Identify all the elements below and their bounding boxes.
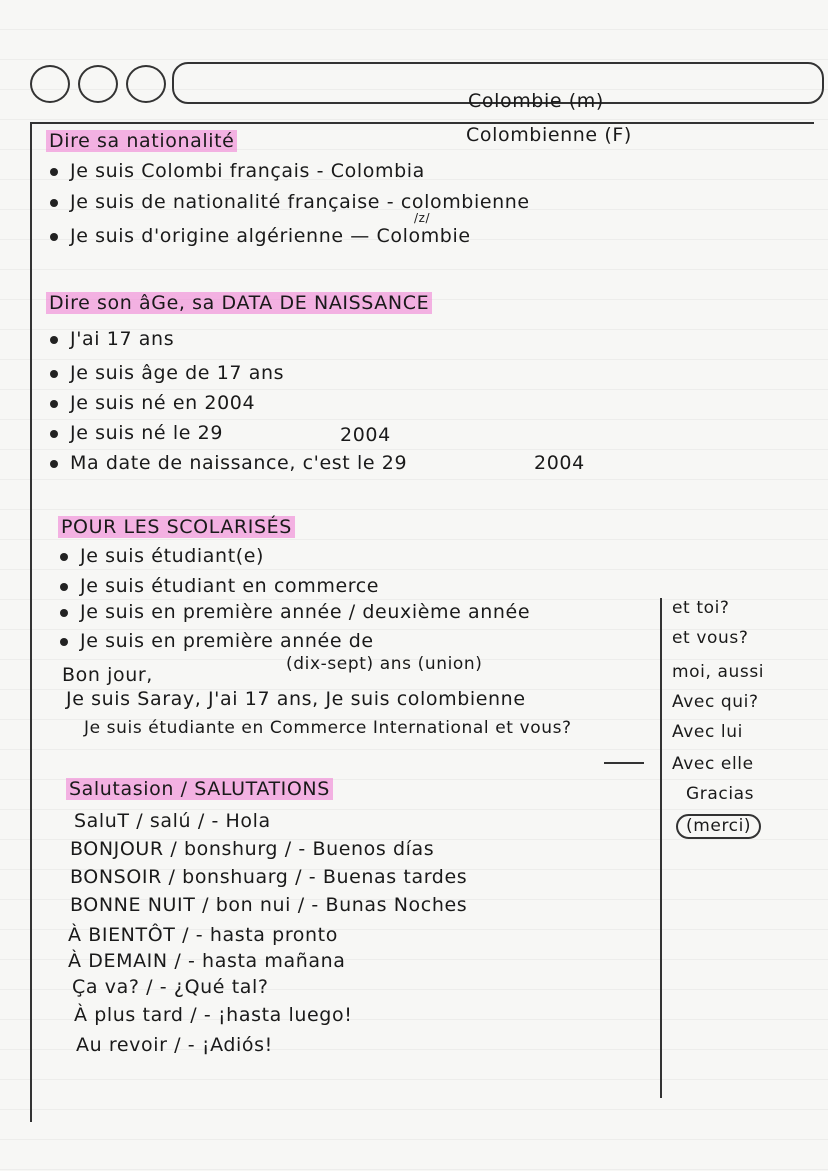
ring-circle-3 bbox=[126, 65, 166, 103]
age-year-1: 2004 bbox=[340, 424, 391, 446]
sidebar-item-4: Avec lui bbox=[672, 722, 743, 742]
bullet-icon bbox=[50, 400, 58, 408]
nationality-title: Dire sa nationalité bbox=[46, 130, 237, 152]
bullet-icon bbox=[60, 609, 68, 617]
bullet-icon bbox=[50, 168, 58, 176]
greeting-line-7: À plus tard / - ¡hasta luego! bbox=[74, 1004, 353, 1026]
sidebar-dash bbox=[604, 762, 644, 764]
nationality-line-2: Je suis de nationalité française - colombienne bbox=[50, 193, 530, 212]
greeting-line-6: Ça va? / - ¿Qué tal? bbox=[72, 976, 269, 998]
bullet-icon bbox=[50, 460, 58, 468]
section-title-age bbox=[46, 294, 432, 313]
sidebar-item-3: Avec qui? bbox=[672, 692, 759, 712]
section-title-greetings bbox=[66, 780, 333, 799]
greetings-title: Salutasion / SALUTATIONS bbox=[66, 778, 333, 800]
school-title: POUR LES SCOLARISÉS bbox=[58, 516, 295, 538]
nationality-line-3: Je suis d'origine algérienne — Colombie bbox=[50, 227, 471, 246]
bullet-icon bbox=[60, 583, 68, 591]
school-line-4: Je suis en première année de bbox=[60, 632, 374, 651]
bullet-icon bbox=[50, 233, 58, 241]
bullet-icon bbox=[50, 430, 58, 438]
school-intro-1: Bon jour, bbox=[62, 664, 153, 686]
greeting-line-5: À DEMAIN / - hasta mañana bbox=[68, 950, 346, 972]
school-line-1: Je suis étudiant(e) bbox=[60, 547, 264, 566]
bullet-icon bbox=[50, 336, 58, 344]
greeting-line-8: Au revoir / - ¡Adiós! bbox=[76, 1034, 273, 1056]
age-title: Dire son âGe, sa DATA DE NAISSANCE bbox=[46, 292, 432, 314]
greeting-line-0: SaluT / salú / - Hola bbox=[74, 810, 271, 832]
greeting-line-1: BONJOUR / bonshurg / - Buenos días bbox=[70, 838, 435, 860]
school-intro-3: Je suis étudiante en Commerce International et vous? bbox=[84, 718, 572, 738]
header-masculine: Colombie (m) bbox=[468, 90, 604, 112]
age-line-5: Ma date de naissance, c'est le 29 bbox=[50, 454, 407, 473]
age-line-3: Je suis né en 2004 bbox=[50, 394, 255, 413]
ring-circle-2 bbox=[78, 65, 118, 103]
greeting-line-2: BONSOIR / bonshuarg / - Buenas tardes bbox=[70, 866, 468, 888]
age-line-1: J'ai 17 ans bbox=[50, 330, 174, 349]
sidebar-item-0: et toi? bbox=[672, 598, 730, 618]
sidebar-item-1: et vous? bbox=[672, 628, 749, 648]
age-line-4: Je suis né le 29 bbox=[50, 424, 223, 443]
bullet-icon bbox=[50, 199, 58, 207]
section-title-nationality bbox=[46, 132, 237, 151]
bullet-icon bbox=[60, 553, 68, 561]
school-intro-2: Je suis Saray, J'ai 17 ans, Je suis colombienne bbox=[66, 688, 526, 710]
sidebar-item-5: Avec elle bbox=[672, 754, 754, 774]
school-line-2: Je suis étudiant en commerce bbox=[60, 577, 379, 596]
nationality-line-1: Je suis Colombi français - Colombia bbox=[50, 162, 425, 181]
school-note: (dix-sept) ans (union) bbox=[286, 654, 483, 674]
school-line-3: Je suis en première année / deuxième année bbox=[60, 603, 530, 622]
age-year-2: 2004 bbox=[534, 452, 585, 474]
bullet-icon bbox=[50, 370, 58, 378]
sidebar-item-2: moi, aussi bbox=[672, 662, 765, 682]
sidebar-item-7: (merci) bbox=[676, 814, 761, 839]
bullet-icon bbox=[60, 638, 68, 646]
greeting-line-3: BONNE NUIT / bon nui / - Bunas Noches bbox=[70, 894, 468, 916]
sidebar-item-6: Gracias bbox=[686, 784, 755, 804]
age-line-2: Je suis âge de 17 ans bbox=[50, 364, 284, 383]
sidebar-rule bbox=[660, 598, 662, 1098]
greeting-line-4: À BIENTÔT / - hasta pronto bbox=[68, 924, 338, 946]
ring-circle-1 bbox=[30, 65, 70, 103]
header-feminine: Colombienne (F) bbox=[466, 124, 632, 146]
nationality-fraction-note: /z/ bbox=[414, 211, 431, 225]
section-title-school bbox=[58, 518, 295, 537]
